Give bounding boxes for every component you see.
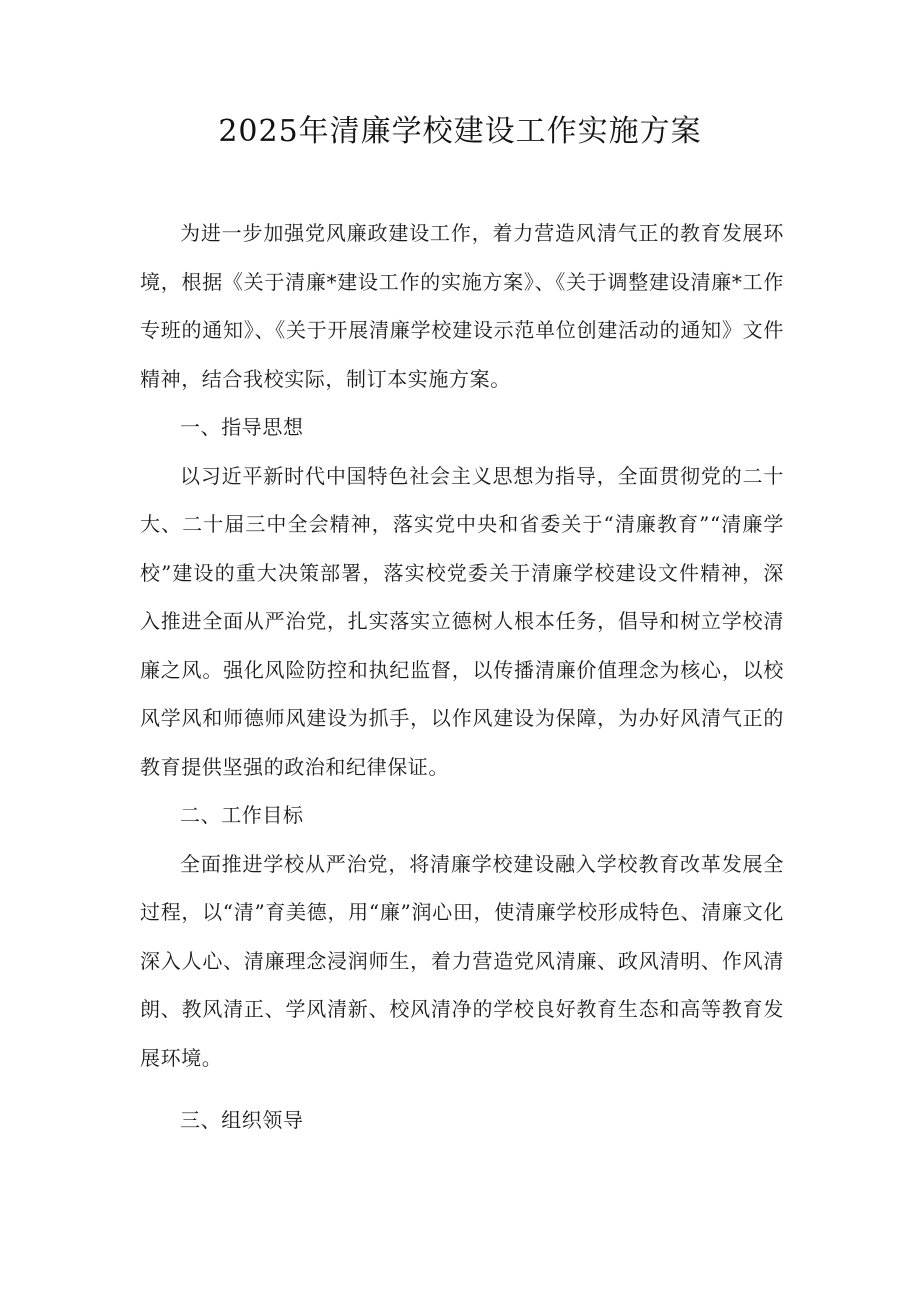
intro-paragraph: 为进一步加强党风廉政建设工作，着力营造风清气正的教育发展环境，根据《关于清廉*建设工作的实施方案》、《关于调整建设清廉*工作专班的通知》、《关于开展清廉学校建设示范单位创建活动的通知》文件精神，结合我校实际，制订本实施方案。 — [140, 221, 784, 391]
section-heading-guiding-ideology: 一、指导思想 — [180, 415, 304, 439]
section-heading-work-goals: 二、工作目标 — [180, 803, 304, 827]
section-body-guiding-ideology: 以习近平新时代中国特色社会主义思想为指导，全面贯彻党的二十大、二十届三中全会精神，落实党中央和省委关于“清廉教育”“清廉学校”建设的重大决策部署，落实校党委关于清廉学校建设文件精神，深入推进全面从严治党，扎实落实立德树人根本任务，倡导和树立学校清廉之风。强化风险防控和执纪监督，以传播清廉价值理念为核心，以校风学风和师德师风建设为抓手，以作风建设为保障，为办好风清气正的教育提供坚强的政治和纪律保证。 — [140, 463, 784, 779]
document-body — [140, 209, 784, 1145]
section-heading-organization-leadership: 三、组织领导 — [180, 1108, 304, 1132]
document-title: 2025年清廉学校建设工作实施方案 — [218, 114, 702, 149]
section-body-work-goals: 全面推进学校从严治党，将清廉学校建设融入学校教育改革发展全过程，以“清”育美德，用“廉”润心田，使清廉学校形成特色、清廉文化深入人心、清廉理念浸润师生，着力营造党风清廉、政风清明、作风清朗、教风清正、学风清新、校风清净的学校良好教育生态和高等教育发展环境。 — [140, 851, 784, 1070]
